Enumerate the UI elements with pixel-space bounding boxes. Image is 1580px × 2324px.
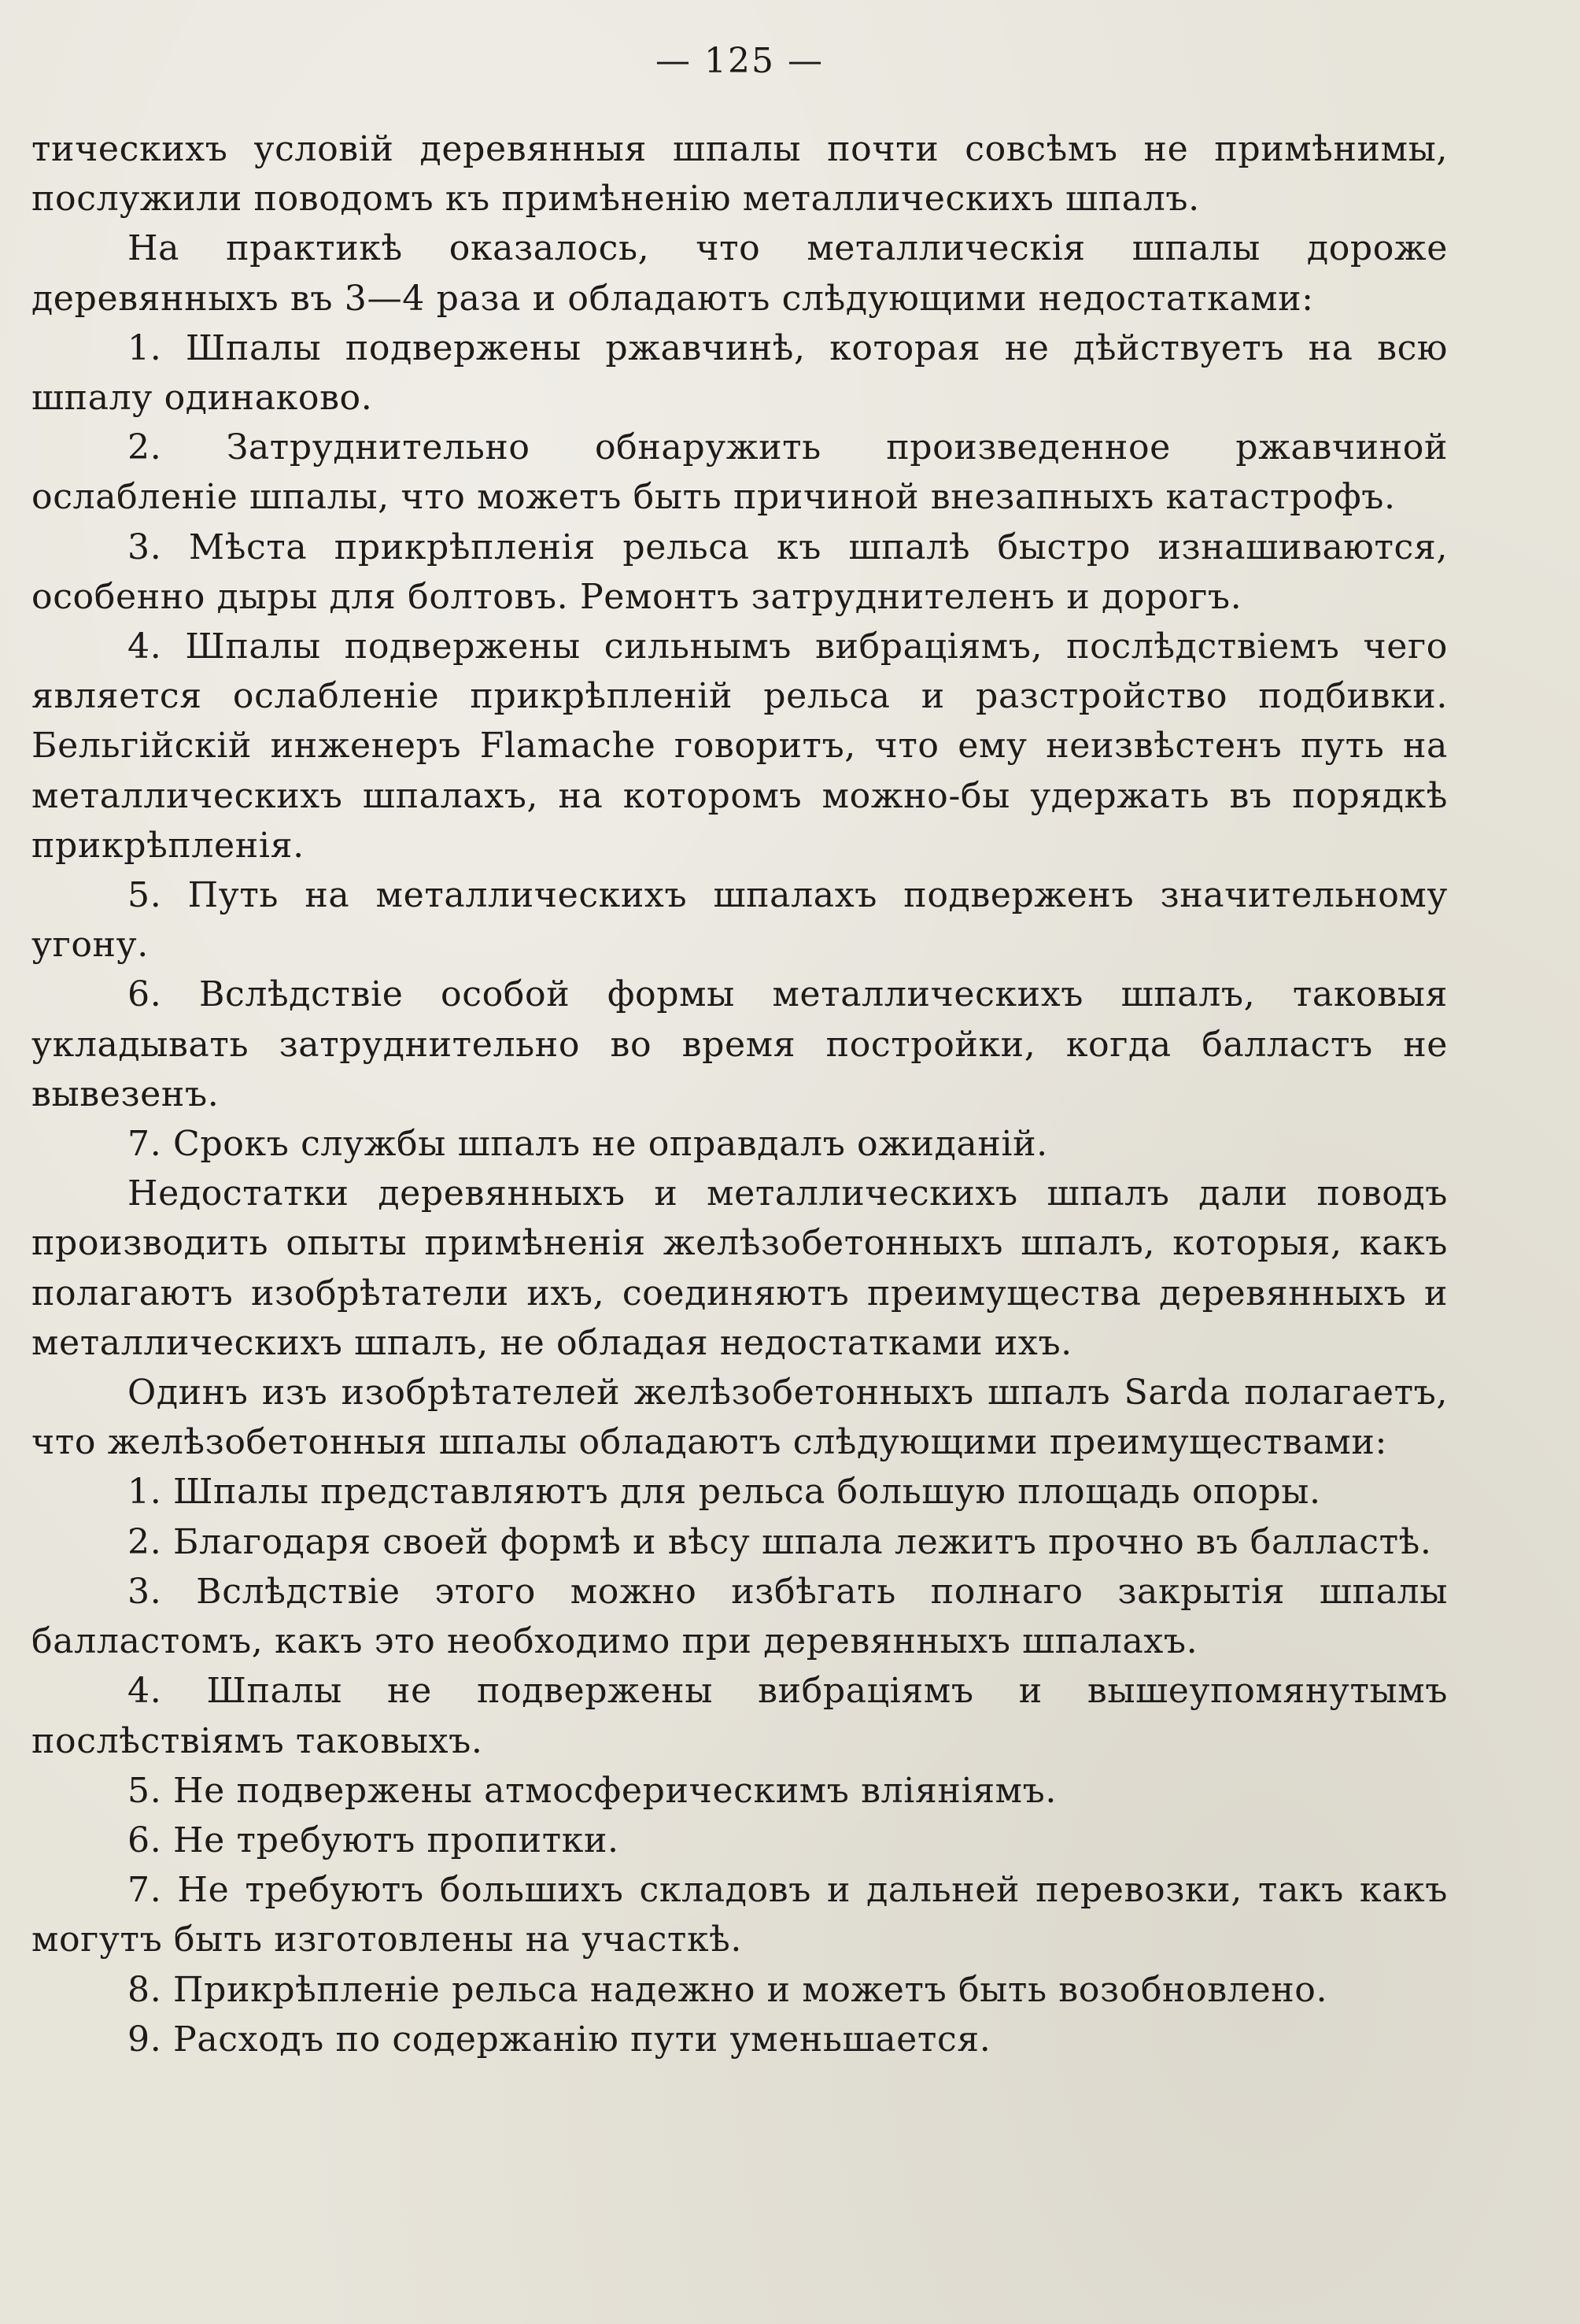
list-item: 4. Шпалы не подвержены вибраціямъ и вышеупомянутымъ послѣствіямъ таковыхъ. bbox=[31, 1671, 1448, 1761]
body-text bbox=[31, 124, 1448, 2064]
list-item: 8. Прикрѣпленіе рельса надежно и можетъ быть возобновлено. bbox=[127, 1969, 1328, 2010]
list-item: 4. Шпалы подвержены сильнымъ вибраціямъ, послѣдствіемъ чего является ослабленіе прикрѣпленій рельса и разстройство подбивки. Бельгійскій инженеръ Flamache говоритъ, что ему неизвѣстенъ путь на металлическихъ шпалахъ, на которомъ можно-бы удержать въ порядкѣ прикрѣпленія. bbox=[31, 626, 1448, 866]
list-item: 1. Шпалы подвержены ржавчинѣ, которая не дѣйствуетъ на всю шпалу одинаково. bbox=[31, 327, 1448, 419]
list-item: 3. Мѣста прикрѣпленія рельса къ шпалѣ быстро изнашиваются, особенно дыры для болтовъ. Ремонтъ затруднителенъ и дорогъ. bbox=[31, 527, 1448, 617]
book-page bbox=[31, 31, 1448, 2298]
list-item: 7. Срокъ службы шпалъ не оправдалъ ожиданій. bbox=[127, 1124, 1048, 1165]
list-item: 2. Благодаря своей формѣ и вѣсу шпала лежитъ прочно въ балластѣ. bbox=[127, 1521, 1432, 1562]
list-item: 2. Затруднительно обнаружить произведенное ржавчиной ослабленіе шпалы, что можетъ быть причиной внезапныхъ катастрофъ. bbox=[31, 427, 1448, 518]
paragraph-continuation: тическихъ условій деревянныя шпалы почти совсѣмъ не примѣнимы, послужили поводомъ къ примѣненію металлическихъ шпалъ. bbox=[31, 129, 1448, 220]
paragraph: Одинъ изъ изобрѣтателей желѣзобетонныхъ шпалъ Sarda полагаетъ, что желѣзобетонныя шпалы обладаютъ слѣдующими преимуществами: bbox=[31, 1373, 1448, 1463]
list-item: 6. Вслѣдствіе особой формы металлическихъ шпалъ, таковыя укладывать затруднительно во время постройки, когда балластъ не вывезенъ. bbox=[31, 974, 1448, 1114]
list-item: 5. Не подвержены атмосферическимъ вліяніямъ. bbox=[127, 1770, 1058, 1811]
list-item: 1. Шпалы представляютъ для рельса большую площадь опоры. bbox=[127, 1472, 1321, 1513]
list-item: 7. Не требуютъ большихъ складовъ и дальней перевозки, такъ какъ могутъ быть изготовлены на участкѣ. bbox=[31, 1870, 1448, 1960]
list-item: 6. Не требуютъ пропитки. bbox=[127, 1820, 619, 1860]
list-item: 9. Расходъ по содержанію пути уменьшается. bbox=[127, 2019, 991, 2060]
paragraph: На практикѣ оказалось, что металлическія шпалы дороже деревянныхъ въ 3—4 раза и обладаютъ слѣдующими недостатками: bbox=[31, 228, 1448, 319]
list-item: 5. Путь на металлическихъ шпалахъ подверженъ значительному угону. bbox=[31, 875, 1448, 966]
page-number: — 125 — bbox=[655, 41, 824, 81]
paragraph: Недостатки деревянныхъ и металлическихъ шпалъ дали поводъ производить опыты примѣненія желѣзобетонныхъ шпалъ, которыя, какъ полагаютъ изобрѣтатели ихъ, соединяютъ преимущества деревянныхъ и металлическихъ шпалъ, не обладая недостатками ихъ. bbox=[31, 1173, 1448, 1363]
list-item: 3. Вслѣдствіе этого можно избѣгать полнаго закрытія шпалы балластомъ, какъ это необходимо при деревянныхъ шпалахъ. bbox=[31, 1571, 1448, 1662]
